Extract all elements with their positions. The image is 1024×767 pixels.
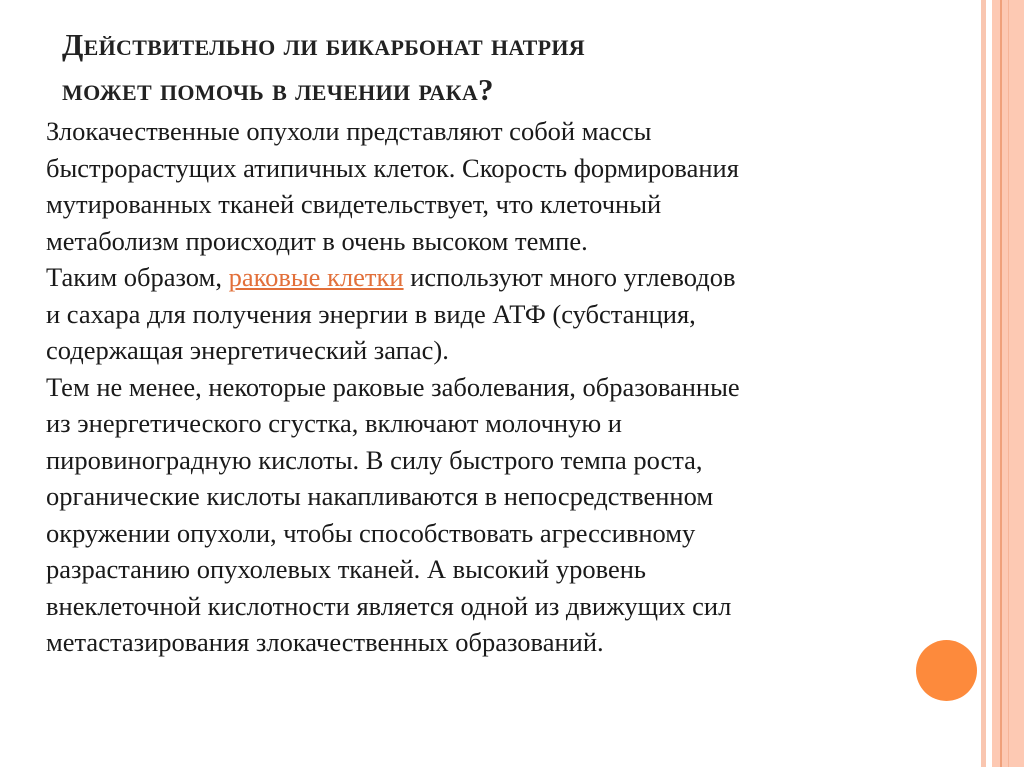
text-line: мутированных тканей свидетельствует, что клеточный xyxy=(46,189,662,219)
paragraph xyxy=(46,259,976,369)
decorative-stripe xyxy=(981,0,986,767)
decorative-circle xyxy=(916,640,977,701)
text-line: внеклеточной кислотности является одной из движущих сил xyxy=(46,590,732,621)
text-line: пировиноградную кислоты. В силу быстрого темпа роста, xyxy=(46,444,703,475)
text-line: Тем не менее, некоторые раковые заболевания, образованные xyxy=(46,371,740,402)
text-line: из энергетического сгустка, включают молочную и xyxy=(46,408,622,438)
text-segment: используют много углеводов xyxy=(403,262,736,292)
text-line: окружении опухоли, чтобы способствовать агрессивному xyxy=(46,517,696,548)
text-line: метастазирования злокачественных образований. xyxy=(46,627,604,657)
text-line: быстрорастущих атипичных клеток. Скорость формирования xyxy=(46,152,739,183)
text-line: содержащая энергетический запас). xyxy=(46,335,449,365)
text-line: метаболизм происходит в очень высоком темпе. xyxy=(46,225,588,256)
paragraph xyxy=(46,369,976,661)
text-line: органические кислоты накапливаются в непосредственном xyxy=(46,481,714,511)
decorative-line xyxy=(1008,0,1009,767)
title-line: может помочь в лечении рака? xyxy=(62,72,494,107)
text-line: Злокачественные опухоли представляют собой массы xyxy=(46,116,652,146)
text-line: и сахара для получения энергии в виде АТФ (субстанция, xyxy=(46,298,696,329)
text-line: разрастанию опухолевых тканей. А высокий уровень xyxy=(46,554,646,584)
cancer-cells-link[interactable]: раковые клетки xyxy=(228,262,404,292)
text-segment: Таким образом, xyxy=(46,262,229,292)
slide-body xyxy=(46,113,976,661)
slide-title xyxy=(62,22,585,112)
title-line: Действительно ли бикарбонат натрия xyxy=(62,27,585,62)
decorative-line xyxy=(1000,0,1002,767)
paragraph xyxy=(46,113,976,259)
